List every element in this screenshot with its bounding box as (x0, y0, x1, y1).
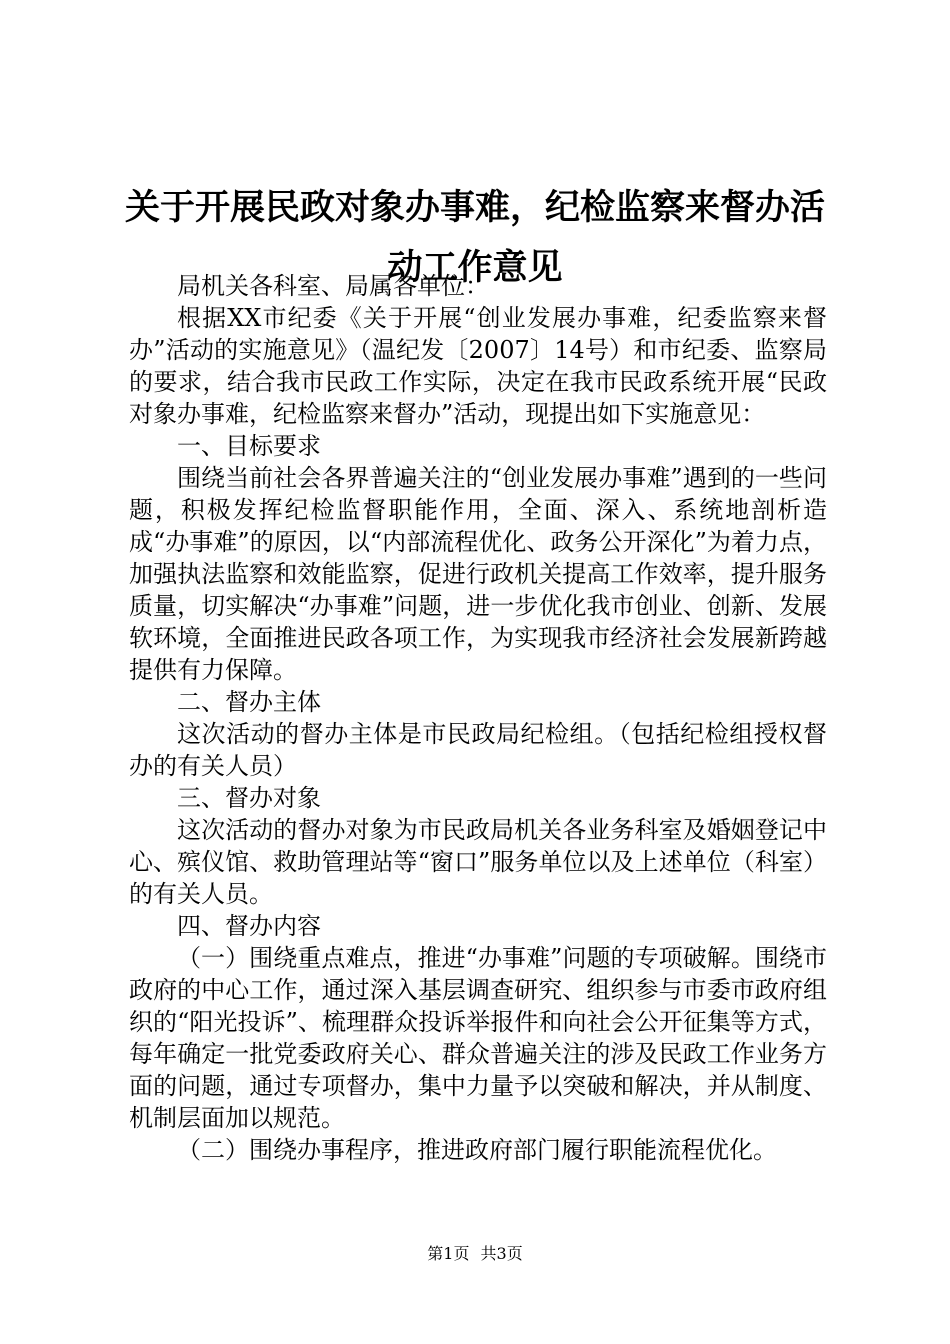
document-title-line-1: 关于开展民政对象办事难，纪检监察来督办活 (124, 187, 825, 228)
section-heading-subject: 二、督办主体 (177, 688, 321, 716)
section-heading-goals: 一、目标要求 (177, 432, 321, 460)
subject-paragraph: 这次活动的督办主体是市民政局纪检组。（包括纪检组授权督办的有关人员） (129, 720, 827, 780)
targets-paragraph: 这次活动的督办对象为市民政局机关各业务科室及婚姻登记中心、殡仪馆、救助管理站等“窗口”服务单位以及上述单位（科室）的有关人员。 (129, 816, 827, 908)
content-item-2: （二）围绕办事程序，推进政府部门履行职能流程优化。 (177, 1136, 777, 1164)
page-number: 第1页 (427, 1244, 470, 1263)
page-footer (0, 1244, 950, 1264)
goals-paragraph: 围绕当前社会各界普遍关注的“创业发展办事难”遇到的一些问题，积极发挥纪检监督职能作用，全面、深入、系统地剖析造成“办事难”的原因，以“内部流程优化、政务公开深化”为着力点，加强执法监察和效能监察，促进行政机关提高工作效率，提升服务质量，切实解决“办事难”问题，进一步优化我市创业、创新、发展软环境，全面推进民政各项工作，为实现我市经济社会发展新跨越提供有力保障。 (129, 464, 827, 684)
intro-paragraph: 根据XX市纪委《关于开展“创业发展办事难，纪委监察来督办”活动的实施意见》（温纪发〔2007〕14号）和市纪委、监察局的要求，结合我市民政工作实际，决定在我市民政系统开展“民政对象办事难，纪检监察来督办”活动，现提出如下实施意见： (129, 304, 827, 428)
page-total: 共3页 (480, 1244, 523, 1263)
section-heading-content: 四、督办内容 (177, 912, 321, 940)
section-heading-targets: 三、督办对象 (177, 784, 321, 812)
content-item-1: （一）围绕重点难点，推进“办事难”问题的专项破解。围绕市政府的中心工作，通过深入基层调查研究、组织参与市委市政府组织的“阳光投诉”、梳理群众投诉举报件和向社会公开征集等方式，每年确定一批党委政府关心、群众普遍关注的涉及民政工作业务方面的问题，通过专项督办，集中力量予以突破和解决，并从制度、机制层面加以规范。 (129, 944, 827, 1132)
document-body (129, 270, 827, 1166)
document-title-line-2: 动工作意见 (387, 247, 563, 288)
salutation: 局机关各科室、局属各单位： (177, 272, 489, 300)
